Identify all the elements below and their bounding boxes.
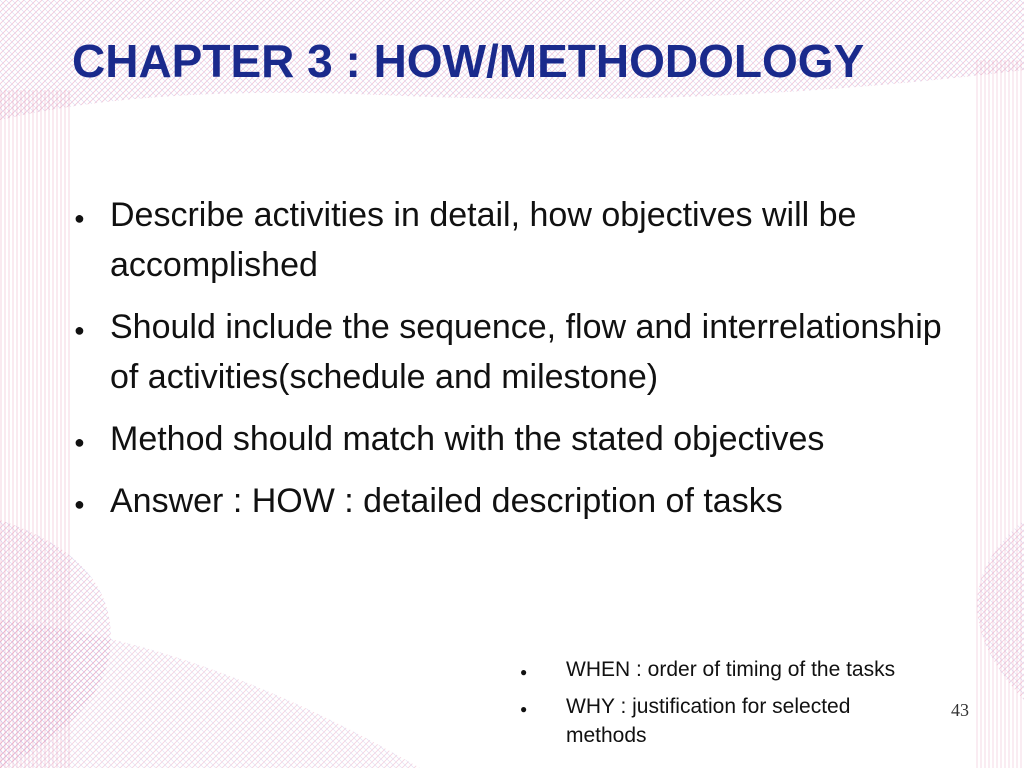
bullet-item [72,414,972,464]
sub-bullet-text: WHEN : order of timing of the tasks [566,658,896,681]
bullet-text: Should include the sequence, flow and interrelationship of activities(schedule and milestone) [110,308,942,396]
bullet-item [72,302,972,402]
bullet-dot-icon: ● [74,494,85,514]
bullet-dot-icon: ● [74,432,85,452]
sub-bullet-text: WHY : justification for selected methods [566,695,851,747]
slide-title: CHAPTER 3 : HOW/METHODOLOGY [72,35,865,87]
page-number: 43 [951,700,969,720]
sub-bullet-list [520,655,900,758]
bullet-text: Method should match with the stated objectives [110,420,825,458]
bullet-text: Describe activities in detail, how objectives will be accomplished [110,196,857,284]
bullet-dot-icon: ● [74,320,85,340]
bullet-list [72,190,972,538]
sub-bullet-item [520,692,900,750]
bullet-item [72,190,972,290]
bullet-item [72,476,972,526]
bullet-dot-icon: ● [520,665,528,679]
bullet-text: Answer : HOW : detailed description of tasks [110,482,783,520]
bullet-dot-icon: ● [74,208,85,228]
sub-bullet-item [520,655,900,684]
bullet-dot-icon: ● [520,702,528,716]
